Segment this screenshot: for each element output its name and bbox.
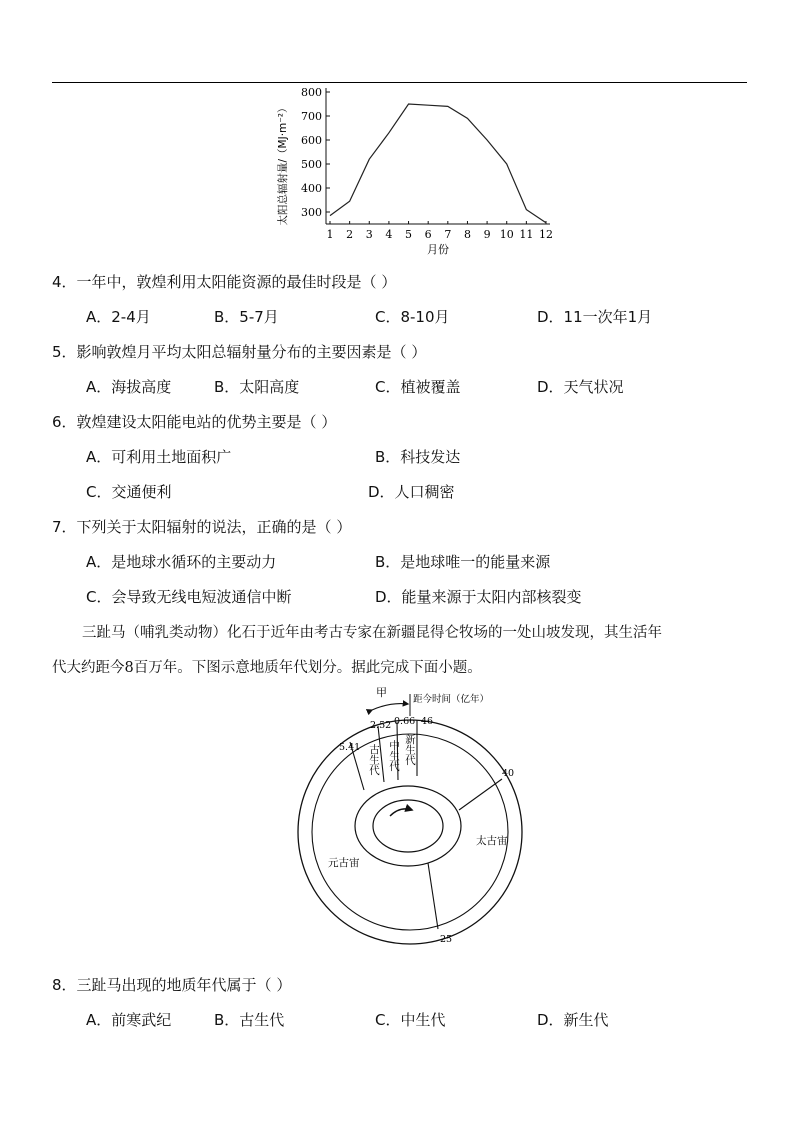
question-6-stem: 6．敦煌建设太阳能电站的优势主要是（ ） [52,413,337,431]
question-6-option-c[interactable]: C．交通便利 [86,483,172,501]
y-tick-label: 700 [301,110,322,123]
x-tick-label: 1 [326,228,334,241]
question-5-option-a[interactable]: A．海拔高度 [86,378,172,396]
x-tick-label: 10 [499,228,514,241]
question-5-stem: 5．影响敦煌月平均太阳总辐射量分布的主要因素是（ ） [52,343,427,361]
question-8-option-a[interactable]: A．前寒武纪 [86,1011,172,1029]
y-tick-label: 600 [301,134,322,147]
x-tick-label: 8 [463,228,471,241]
x-tick-label: 7 [444,228,452,241]
rotation-arrow [390,809,412,816]
inner-ring-outer [355,786,461,866]
label-jia: 甲 [376,686,387,699]
jia-bracket [372,704,408,710]
x-tick-label: 11 [519,228,534,241]
question-8-stem: 8．三趾马出现的地质年代属于（ ） [52,976,292,994]
label-46: 46 [421,716,434,727]
label-25: 25 [440,934,453,945]
x-tick-label: 5 [405,228,413,241]
x-tick-label: 4 [385,228,393,241]
label-40: 40 [502,768,515,779]
y-tick-label: 500 [301,158,322,171]
label-paleozoic: 古生代 [368,744,380,776]
x-tick-label: 2 [346,228,354,241]
question-4-option-a[interactable]: A．2-4月 [86,308,151,326]
label-0-66: 0.66 [394,716,416,727]
question-7-option-d[interactable]: D．能量来源于太阳内部核裂变 [375,588,582,606]
radiation-series-line [330,104,546,223]
boundary-40 [459,779,502,810]
question-7-option-a[interactable]: A．是地球水循环的主要动力 [86,553,277,571]
boundary-25 [428,863,438,929]
label-2-52: 2.52 [370,720,392,731]
x-tick-label: 6 [424,228,432,241]
question-6-option-b[interactable]: B．科技发达 [375,448,461,466]
question-4-option-d[interactable]: D．11一次年1月 [537,308,653,326]
label-proterozoic: 元古宙 [328,857,360,869]
question-6-option-d[interactable]: D．人口稠密 [368,483,455,501]
label-cenozoic: 新生代 [404,734,416,766]
passage-line-2: 代大约距今8百万年。下图示意地质年代划分。据此完成下面小题。 [52,660,482,676]
question-7-stem: 7．下列关于太阳辐射的说法，正确的是（ ） [52,518,352,536]
geologic-time-diagram [290,684,530,954]
question-8-option-b[interactable]: B．古生代 [214,1011,285,1029]
question-8-option-d[interactable]: D．新生代 [537,1011,609,1029]
question-4-option-b[interactable]: B．5-7月 [214,308,279,326]
label-mesozoic: 中生代 [388,740,400,772]
label-5-41: 5.41 [339,742,361,753]
question-5-option-d[interactable]: D．天气状况 [537,378,624,396]
top-rule [52,82,747,83]
question-4-stem: 4．一年中，敦煌利用太阳能资源的最佳时段是（ ） [52,273,397,291]
y-tick-label: 400 [301,182,322,195]
y-tick-label: 800 [301,86,322,99]
x-tick-label: 12 [539,228,553,241]
label-time-unit: 距今时间（亿年） [413,694,490,705]
radiation-line-chart [268,84,568,259]
x-axis-label: 月份 [427,243,449,256]
y-axis-label: 太阳总辐射量/（MJ·m⁻²） [277,102,289,226]
label-archean: 太古宙 [476,835,508,847]
question-7-option-c[interactable]: C．会导致无线电短波通信中断 [86,588,292,606]
question-6-option-a[interactable]: A．可利用土地面积广 [86,448,232,466]
question-5-option-b[interactable]: B．太阳高度 [214,378,300,396]
question-8-option-c[interactable]: C．中生代 [375,1011,446,1029]
y-tick-label: 300 [301,206,322,219]
x-tick-label: 3 [365,228,373,241]
inner-ring-inner [373,800,443,852]
question-4-option-c[interactable]: C．8-10月 [375,308,450,326]
passage-line-1: 三趾马（哺乳类动物）化石于近年由考古专家在新疆昆得仑牧场的一处山坡发现，其生活年 [82,625,662,641]
question-7-option-b[interactable]: B．是地球唯一的能量来源 [375,553,551,571]
x-tick-label: 9 [483,228,491,241]
question-5-option-c[interactable]: C．植被覆盖 [375,378,461,396]
